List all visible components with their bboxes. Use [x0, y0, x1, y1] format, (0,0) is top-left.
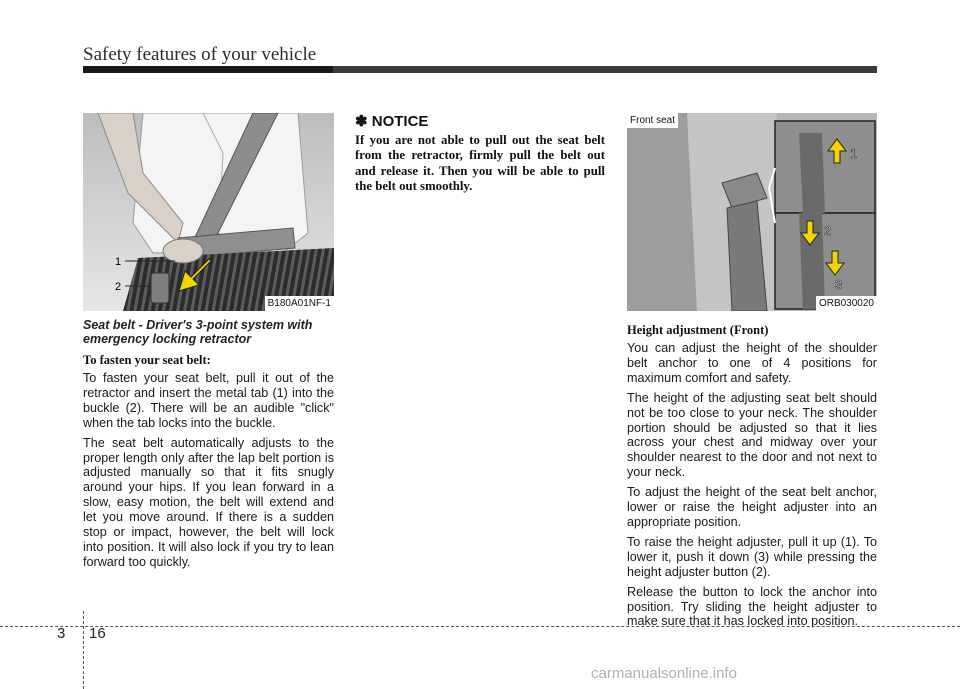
paragraph: Release the button to lock the anchor into position. Try sliding the height adjuster to make sure that it has locked into position. [627, 584, 877, 629]
left-column [83, 318, 334, 575]
paragraph: To fasten your seat belt, pull it out of the retractor and insert the metal tab (1) into the buckle (2). There will be an audible "click" when the tab locks into the buckle. [83, 371, 334, 430]
notice-heading: ✽ NOTICE [355, 113, 429, 130]
callout-2: 2 [115, 281, 122, 293]
paragraph: You can adjust the height of the shoulder belt anchor to one of 4 positions for maximum comfort and safety. [627, 341, 877, 385]
header-rule [83, 66, 877, 73]
callout-1: 1 [850, 146, 858, 161]
callout-3: 3 [835, 277, 843, 292]
figure-code: B180A01NF-1 [265, 296, 334, 311]
figure-code: ORB030020 [816, 296, 877, 311]
height-adjustment-subheading: Height adjustment (Front) [627, 323, 769, 337]
page-number: 16 [89, 625, 106, 642]
notice-body: If you are not able to pull out the seat belt from the retractor, firmly pull the belt out and release it. Then you will be able to pull the belt out smoothly. [355, 133, 605, 193]
fasten-subheading: To fasten your seat belt: [83, 353, 211, 367]
footer-divider [83, 611, 84, 689]
buckle-illustration-svg [83, 113, 334, 311]
footer-rule [0, 626, 960, 627]
seat-belt-buckle-illustration [83, 113, 334, 311]
page-header-title: Safety features of your vehicle [83, 44, 317, 65]
height-adjuster-illustration [627, 113, 877, 311]
notice-box [355, 112, 605, 194]
paragraph: To adjust the height of the seat belt anchor, lower or raise the height adjuster into an appropriate position. [627, 485, 877, 529]
paragraph: To raise the height adjuster, pull it up (1). To lower it, push it down (3) while pressing the height adjuster button (2). [627, 534, 877, 579]
callout-1: 1 [115, 256, 122, 268]
adjuster-illustration-svg [627, 113, 877, 311]
chapter-number: 3 [57, 625, 66, 642]
paragraph: The seat belt automatically adjusts to the proper length only after the lap belt portion is adjusted manually so that it fits snugly around your hips. If you lean forward in a slow, easy motion, the belt will extend and let you move around. If there is a sudden stop or impact, however, the belt will lock into position. It will also lock if you try to lean forward too quickly. [83, 435, 334, 569]
right-column [627, 316, 877, 634]
watermark: carmanualsonline.info [591, 665, 737, 682]
figure-caption: Seat belt - Driver's 3-point system with emergency locking retractor [83, 318, 313, 346]
callout-2: 2 [824, 223, 832, 238]
figure-tag: Front seat [627, 113, 678, 128]
paragraph: The height of the adjusting seat belt should not be too close to your neck. The shoulder portion should be adjusted so that it lies across your chest and midway over your shoulder nearest to the door and not next to your neck. [627, 390, 877, 480]
